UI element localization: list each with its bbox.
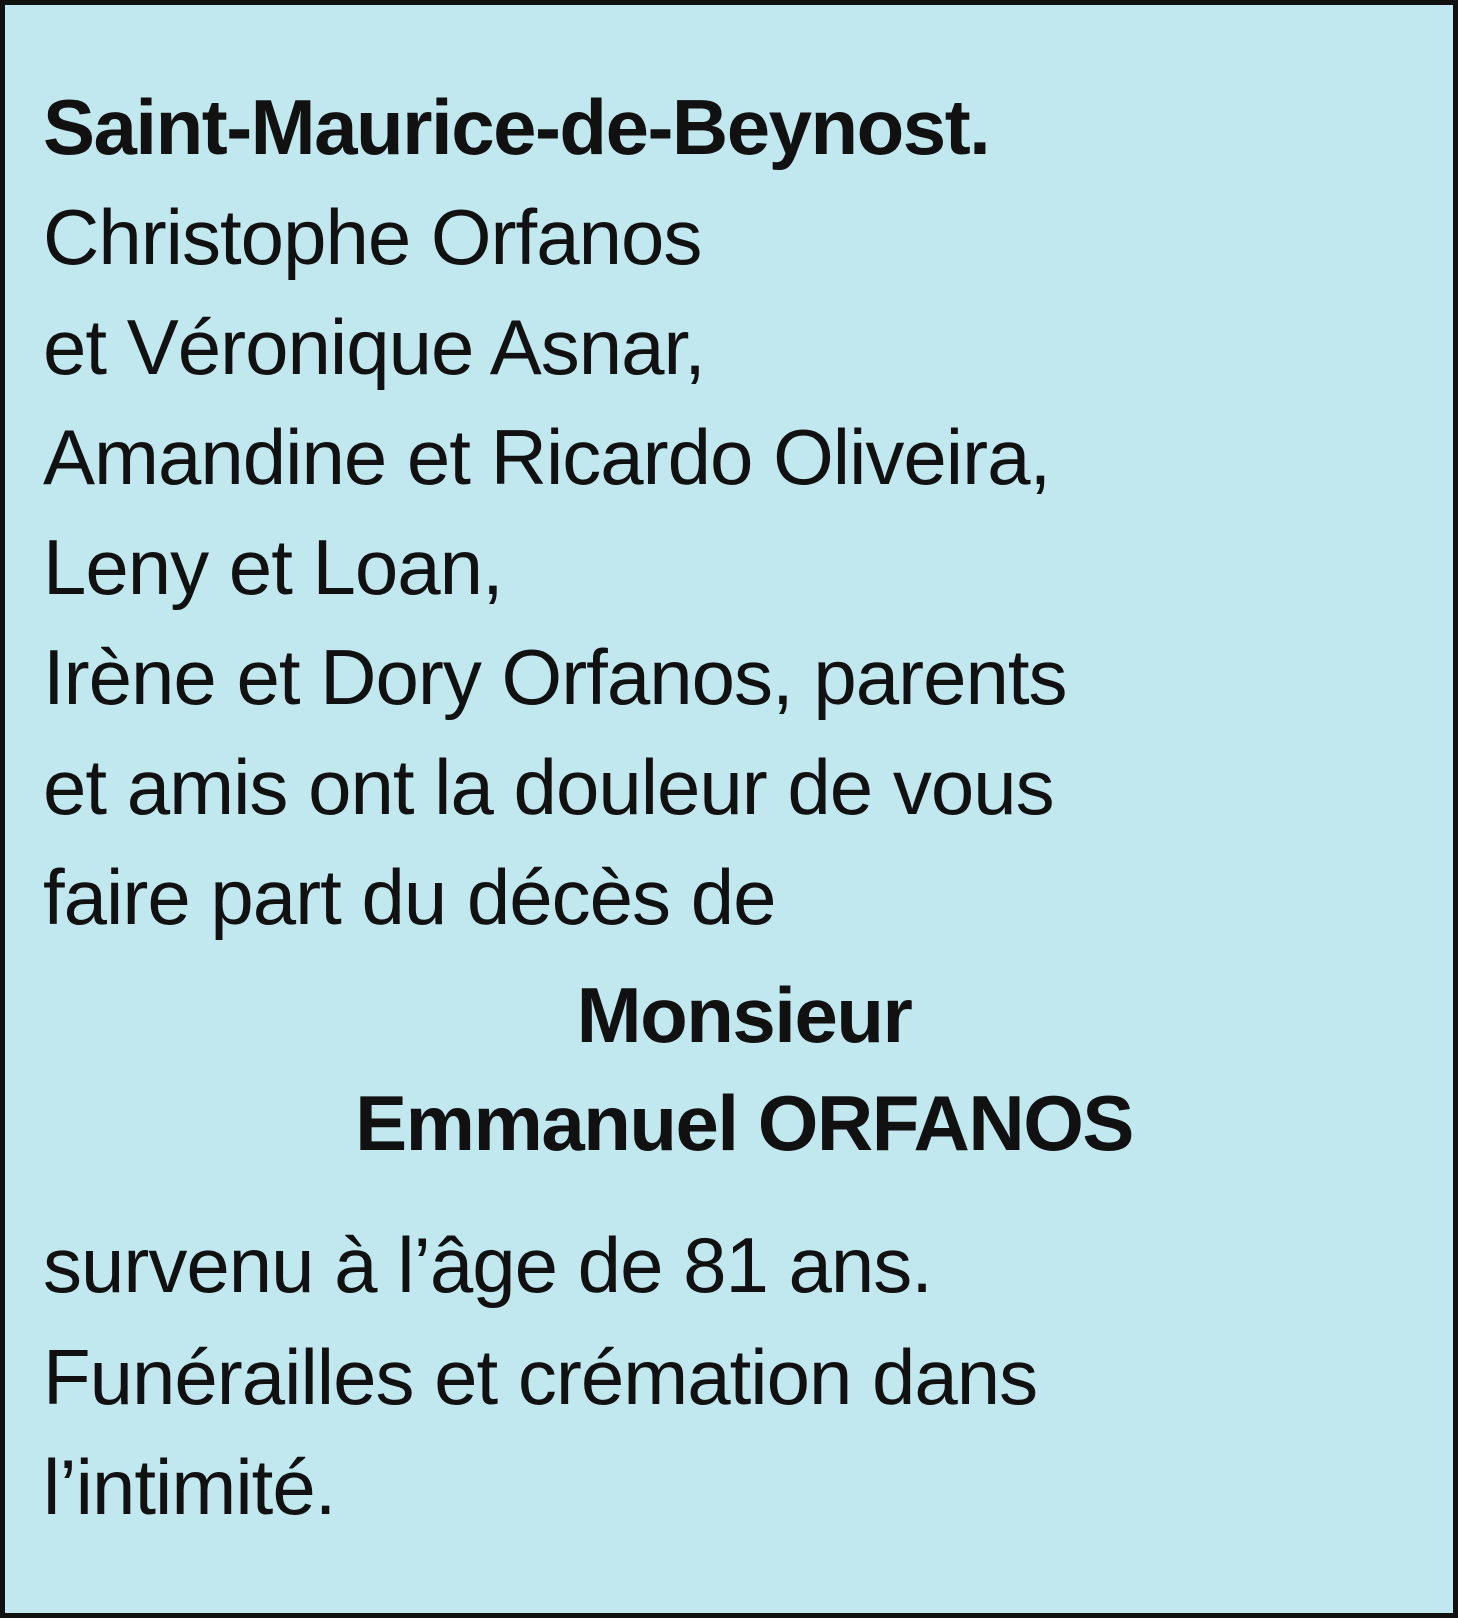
family-line: et amis ont la douleur de vous: [43, 743, 1054, 831]
closing-line: l’intimité.: [43, 1443, 336, 1531]
family-line: Amandine et Ricardo Oliveira,: [43, 413, 1051, 501]
family-line: faire part du décès de: [43, 853, 776, 941]
family-line: Irène et Dory Orfanos, parents: [43, 633, 1067, 721]
closing-line: survenu à l’âge de 81 ans.: [43, 1221, 932, 1309]
family-line: Christophe Orfanos: [43, 193, 702, 281]
deceased-title: Monsieur: [576, 971, 912, 1059]
family-line: Leny et Loan,: [43, 523, 503, 611]
family-line: et Véronique Asnar,: [43, 303, 705, 391]
deceased-name: Emmanuel ORFANOS: [355, 1079, 1133, 1167]
closing-line: Funérailles et crémation dans: [43, 1333, 1038, 1421]
location-heading: Saint-Maurice-de-Beynost.: [43, 83, 990, 171]
